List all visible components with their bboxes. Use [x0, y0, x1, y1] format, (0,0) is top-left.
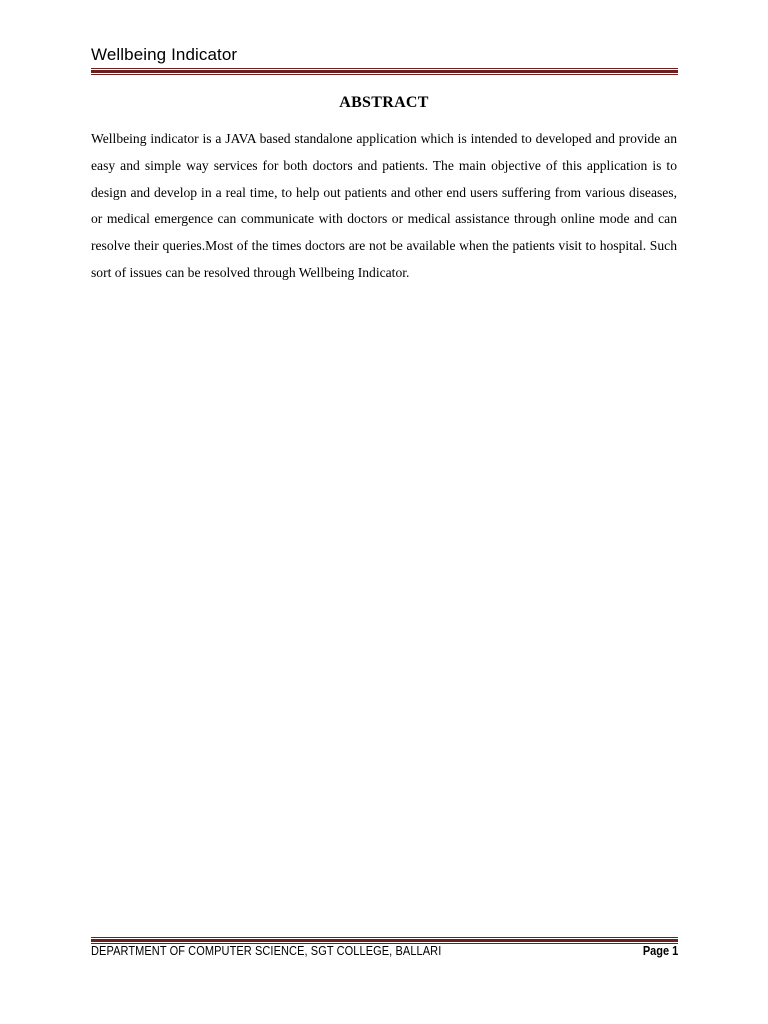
abstract-paragraph: Wellbeing indicator is a JAVA based standalone application which is intended to developed and provide an easy and simple way services for both doctors and patients. The main objective of this application is to design and develop in a real time, to help out patients and other end users suffering from various diseases, or medical emergence can communicate with doctors or medical assistance through online mode and can resolve their queries.Most of the times doctors are not be available when the patients visit to hospital. Such sort of issues can be resolved through Wellbeing Indicator.	[91, 131, 677, 280]
footer-rule-top	[91, 937, 678, 938]
header-rule-thick	[91, 70, 678, 73]
footer-rule-thick	[91, 939, 678, 942]
section-heading-abstract: ABSTRACT	[339, 94, 429, 111]
footer-department: DEPARTMENT OF COMPUTER SCIENCE, SGT COLLEGE, BALLARI	[91, 944, 442, 958]
header-rule-bottom	[91, 74, 678, 75]
header-rule-top	[91, 68, 678, 69]
running-header-title: Wellbeing Indicator	[91, 45, 238, 64]
footer-page-number: Page 1	[642, 944, 678, 958]
